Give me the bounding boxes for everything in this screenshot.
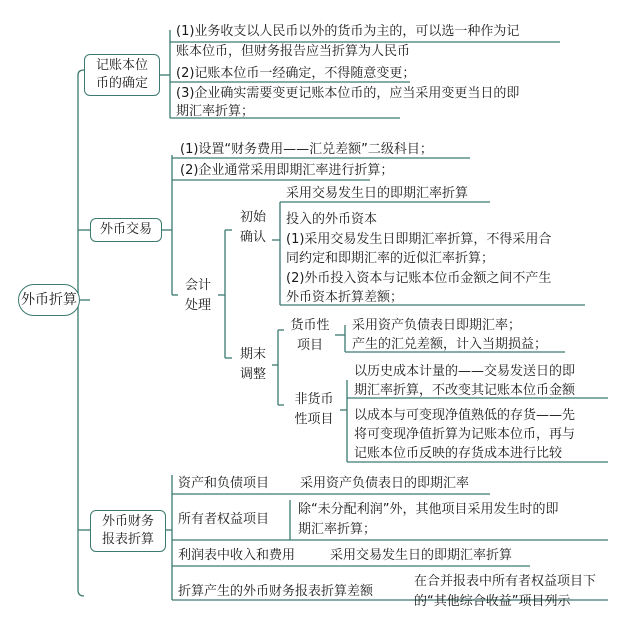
s1-item-5: 期汇率折算； [176,104,255,119]
accounting-label [180,276,216,316]
monetary-label-1: 货币性 [290,318,330,333]
monetary-item-1: 采用资产负债表日即期汇率； [352,318,522,333]
functional-currency-label-1: 记账本位 [95,58,148,73]
non-monetary-item-label [288,390,340,430]
non-monetary-item-2: 期汇率折算，不改变其记账本位币金额 [354,383,576,398]
initial-label-2: 确认 [239,230,266,245]
initial-item-5: (2)外币投入资本与记账本位币金额之间不产生 [286,271,552,286]
initial-item-1: 采用交易发生日的即期汇率折算 [286,186,469,201]
s3-row-2-value: 除“未分配利润”外，其他项目采用发生时的即 [298,502,559,517]
initial-item-3: (1)采用交易发生日即期汇率折算，不得采用合 [286,232,552,247]
initial-item-2: 投入的外币资本 [286,212,378,227]
s3-row-4-value: 在合并报表中所有者权益项目下 [414,574,597,589]
s1-item-4: (3)企业确实需要变更记账本位币的，应当采用变更当日的即 [176,86,520,101]
s3-row-3-value: 采用交易发生日的即期汇率折算 [330,548,513,563]
root-node [18,284,80,316]
fx-statement-translation-node [90,510,166,552]
non-monetary-item-3: 以成本与可变现净值熟低的存货——先 [354,408,576,423]
s3-row-2-value-2: 期汇率折算； [298,522,377,537]
period-end-label-2: 调整 [239,367,266,382]
initial-recognition-label [234,208,272,248]
period-end-label-1: 期末 [239,347,266,362]
s3-row-3-key: 利润表中收入和费用 [178,548,296,563]
s3-row-1-value: 采用资产负债表日的即期汇率 [300,476,470,491]
monetary-item-label [286,316,334,356]
monetary-item-2: 产生的汇兑差额，计入当期损益； [352,337,548,352]
functional-currency-label-2: 币的确定 [95,76,148,91]
s2-item-2: (2)企业通常采用即期汇率进行折算； [180,163,394,178]
fx-statement-label-1: 外币财务 [101,514,154,529]
period-end-label [234,345,272,385]
fx-statement-label-2: 报表折算 [101,532,154,547]
foreign-transaction-label: 外币交易 [99,222,152,237]
s2-item-1: (1)设置“财务费用——汇兑差额”二级科目； [180,142,433,157]
s3-row-4-value-2: 的“其他综合收益”项目列示 [414,594,571,609]
s3-row-2-key: 所有者权益项目 [178,512,270,527]
non-monetary-label-1: 非货币 [294,392,334,407]
accounting-label-1: 会计 [184,278,211,293]
s1-item-3: (2)记账本位币一经确定，不得随意变更； [176,66,416,81]
s1-item-1: (1)业务收支以人民币以外的货币为主的，可以选一种作为记 [176,24,520,39]
initial-item-6: 外币资本折算差额； [286,290,404,305]
functional-currency-node [84,54,160,96]
s1-item-2: 账本位币，但财务报告应当折算为人民币 [176,44,411,59]
non-monetary-item-4: 将可变现净值折算为记账本位币，再与 [354,427,576,442]
root-label: 外币折算 [21,292,77,308]
initial-item-4: 同约定和即期汇率的近似汇率折算； [286,251,495,266]
s3-row-4-key: 折算产生的外币财务报表折算差额 [178,584,374,599]
accounting-label-2: 处理 [184,298,211,313]
non-monetary-item-5: 记账本位币反映的存货成本进行比较 [354,446,563,461]
s3-row-1-key: 资产和负债项目 [178,476,270,491]
monetary-label-2: 项目 [296,338,323,353]
initial-label-1: 初始 [239,210,266,225]
non-monetary-item-1: 以历史成本计量的——交易发送日的即 [354,364,576,379]
non-monetary-label-2: 性项目 [294,412,334,427]
foreign-transaction-node [90,218,162,242]
